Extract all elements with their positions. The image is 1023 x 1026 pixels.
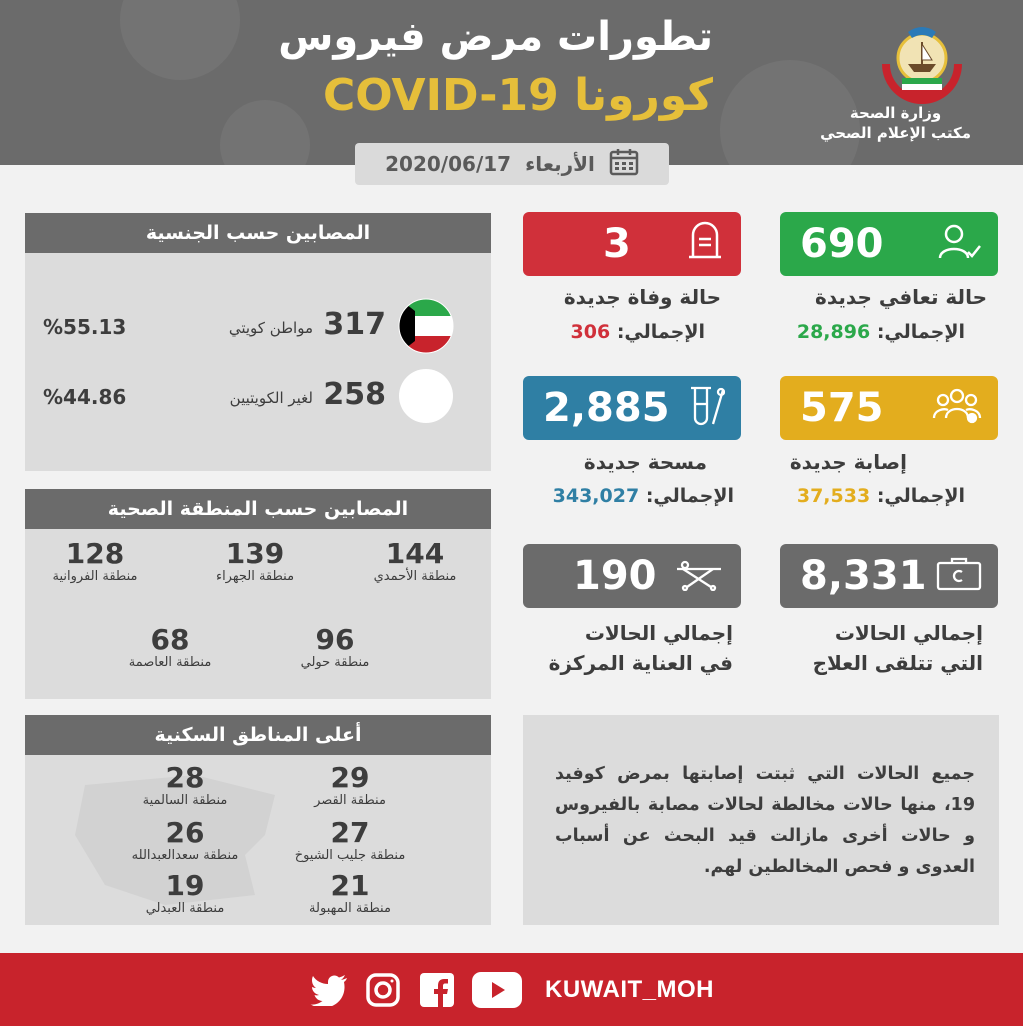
infections-total-value: 37,533 (796, 485, 871, 507)
deaths-label: حالة وفاة جديدة (563, 285, 721, 309)
stretcher-icon (673, 557, 725, 595)
ministry-line2: مكتب الإعلام الصحي (820, 124, 971, 142)
residential-label: منطقة السالمية (142, 793, 228, 808)
region-count: 139 (225, 537, 285, 570)
nationality-row-noncitizen (25, 371, 491, 421)
tombstone-icon (685, 221, 725, 267)
region-label: منطقة العاصمة (128, 655, 212, 670)
icu-label-line2: في العناية المركزة (548, 651, 733, 675)
facebook-icon[interactable] (417, 970, 457, 1010)
icu-card (523, 544, 741, 608)
residential-label: منطقة المهبولة (309, 901, 391, 916)
region-count: 96 (315, 623, 355, 656)
icu-label (549, 618, 733, 678)
icu-value: 190 (573, 553, 657, 599)
swabs-total (553, 485, 734, 507)
region-count: 144 (385, 537, 445, 570)
under-treatment-label (813, 618, 983, 678)
region-count: 128 (65, 537, 125, 570)
white-circle-icon (397, 367, 455, 429)
recovered-card (780, 212, 998, 276)
noncitizen-percent: %44.86 (43, 385, 127, 409)
twitter-icon[interactable] (309, 970, 349, 1010)
region-item (275, 625, 395, 670)
residential-count: 28 (165, 761, 205, 794)
under-treatment-value: 8,331 (800, 553, 927, 599)
date-value: 2020/06/17 (385, 152, 512, 176)
residential-item (125, 871, 245, 916)
nationality-panel (25, 213, 491, 471)
date-day: الأربعاء (525, 152, 595, 176)
residential-count: 27 (330, 816, 370, 849)
user-check-icon (938, 222, 982, 266)
deaths-total-label: الإجمالي: (616, 321, 705, 343)
under-treatment-label-line2: التي تتلقى العلاج (812, 651, 983, 675)
recovered-total-value: 28,896 (796, 321, 871, 343)
region-item (355, 539, 475, 584)
icu-label-line1: إجمالي الحالات (584, 621, 733, 645)
medical-case-icon (936, 557, 982, 595)
residential-label: منطقة سعدالعبدالله (131, 848, 239, 863)
residential-label: منطقة العبدلي (145, 901, 225, 916)
ministry-name (820, 103, 971, 143)
instagram-icon[interactable] (363, 970, 403, 1010)
swabs-value: 2,885 (543, 385, 670, 431)
recovered-total-label: الإجمالي: (876, 321, 965, 343)
youtube-icon[interactable] (471, 970, 523, 1010)
residential-count: 19 (165, 869, 205, 902)
residential-count: 29 (330, 761, 370, 794)
social-handle[interactable]: KUWAIT_MOH (545, 975, 714, 1003)
swabs-total-label: الإجمالي: (645, 485, 734, 507)
region-item (35, 539, 155, 584)
under-treatment-label-line1: إجمالي الحالات (834, 621, 983, 645)
deaths-total-value: 306 (570, 321, 611, 343)
noncitizen-label: لغير الكويتيين (229, 389, 313, 407)
citizen-count: 317 (323, 307, 386, 342)
under-treatment-card (780, 544, 998, 608)
deaths-card (523, 212, 741, 276)
residential-title: أعلى المناطق السكنية (25, 715, 491, 755)
deaths-total (571, 321, 705, 343)
recovered-label: حالة تعافي جديدة (815, 285, 987, 309)
infections-value: 575 (800, 385, 884, 431)
residential-count: 21 (330, 869, 370, 902)
swabs-card (523, 376, 741, 440)
regions-title: المصابين حسب المنطقة الصحية (25, 489, 491, 529)
residential-label: منطقة القصر (314, 793, 386, 808)
region-label: منطقة الفروانية (52, 569, 138, 584)
test-tube-icon (685, 384, 725, 432)
footer-bar (0, 953, 1023, 1026)
nationality-title: المصابين حسب الجنسية (25, 213, 491, 253)
calendar-icon (609, 148, 639, 181)
swabs-label: مسحة جديدة (583, 450, 707, 474)
kuwait-flag-icon (397, 297, 455, 359)
regions-panel (25, 489, 491, 699)
note-panel (523, 715, 999, 925)
region-label: منطقة حولي (300, 655, 370, 670)
infections-total (797, 485, 965, 507)
residential-item (290, 871, 410, 916)
infections-card (780, 376, 998, 440)
region-label: منطقة الجهراء (215, 569, 295, 584)
residential-item (290, 763, 410, 808)
noncitizen-count: 258 (323, 377, 386, 412)
residential-item (290, 818, 410, 863)
region-count: 68 (150, 623, 190, 656)
date-bar (355, 143, 669, 185)
region-label: منطقة الأحمدي (373, 569, 457, 584)
recovered-value: 690 (800, 221, 884, 267)
infections-total-label: الإجمالي: (876, 485, 965, 507)
citizen-percent: %55.13 (43, 315, 127, 339)
infections-label: إصابة جديدة (789, 450, 907, 474)
ministry-emblem (872, 20, 972, 106)
citizen-label: مواطن كويتي (228, 319, 313, 337)
nationality-row-citizen (25, 301, 491, 351)
region-item (195, 539, 315, 584)
region-item (110, 625, 230, 670)
title-line1: تطورات مرض فيروس (278, 14, 713, 60)
residential-panel (25, 715, 491, 925)
residential-item (125, 763, 245, 808)
residential-label: منطقة جليب الشيوخ (294, 848, 406, 863)
residential-item (125, 818, 245, 863)
title-line2: كورونا COVID-19 (323, 70, 713, 121)
recovered-total (797, 321, 965, 343)
ministry-line1: وزارة الصحة (849, 104, 942, 122)
group-virus-icon (932, 386, 982, 430)
swabs-total-value: 343,027 (552, 485, 640, 507)
deaths-value: 3 (603, 221, 631, 267)
residential-count: 26 (165, 816, 205, 849)
note-text: جميع الحالات التي ثبتت إصابتها بمرض كوفيد 19، منها حالات مخالطة لحالات مصابة بالفيروس و حالات أخرى مازالت قيد البحث عن أسباب العدوى و فحص المخالطين لهم. (555, 764, 975, 877)
